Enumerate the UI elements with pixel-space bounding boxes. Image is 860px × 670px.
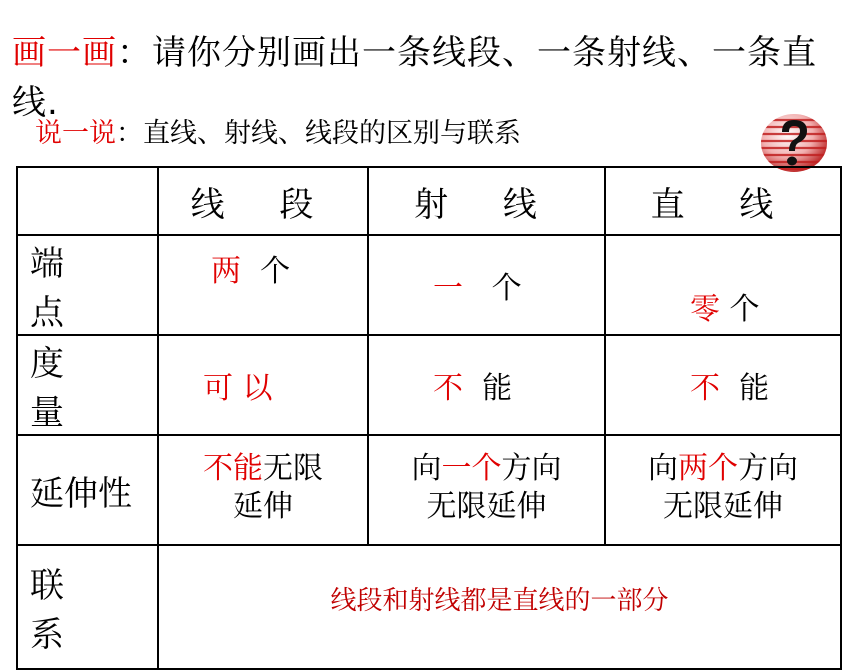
row-endpoints [17,235,841,335]
comparison-table [16,166,842,670]
label-measure: 度 量 [17,335,158,435]
row-relation [17,545,841,669]
discussion-body: 直线、射线、线段的区别与联系 [143,118,521,149]
instruction-text [12,28,842,128]
extension-segment: 不能无限 延伸 [158,435,368,545]
label-extension: 延伸性 [17,435,158,545]
instruction-colon: ： [117,33,152,73]
relation-text: 线段和射线都是直线的一部分 [158,545,841,669]
discussion-lead: 说一说 [35,118,116,149]
question-mark-sphere-icon [758,112,830,174]
corner-cell [17,167,158,235]
extension-ray: 向一个方向 无限延伸 [368,435,605,545]
row-measure [17,335,841,435]
measure-ray: 不 能 [368,335,605,435]
measure-segment: 可 以 [158,335,368,435]
header-ray: 射 线 [368,167,605,235]
instruction-body: 请你分别画出一条线段、一条射线、一条直线. [12,33,817,123]
label-relation: 联 系 [17,545,158,669]
label-endpoints: 端 点 [17,235,158,335]
header-row [17,167,841,235]
header-segment: 线 段 [158,167,368,235]
endpoints-ray: 一 个 [368,235,605,335]
endpoints-line: 零 个 [605,235,841,335]
extension-line: 向两个方向 无限延伸 [605,435,841,545]
row-extension [17,435,841,545]
measure-line: 不 能 [605,335,841,435]
endpoints-segment: 两 个 [158,235,368,335]
discussion-colon: ： [116,118,143,149]
discussion-text [35,114,521,154]
header-line: 直 线 [605,167,841,235]
instruction-lead: 画一画 [12,33,117,73]
